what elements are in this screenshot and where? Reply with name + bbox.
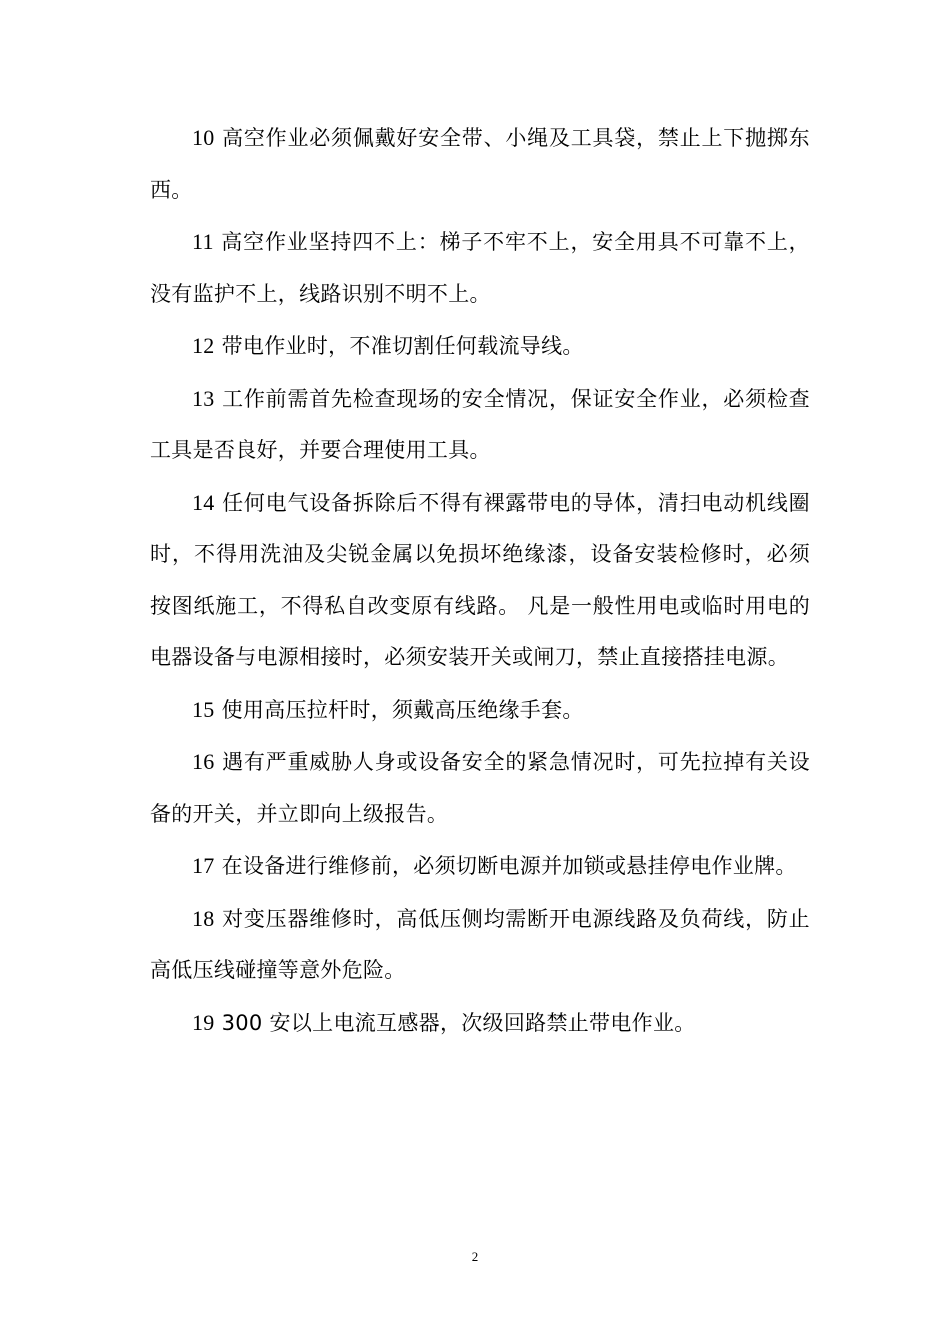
rule-item-13 — [150, 373, 810, 477]
rule-number: 13 — [192, 385, 215, 411]
rule-number: 18 — [192, 905, 215, 931]
rule-number: 16 — [192, 749, 215, 774]
rule-text: 使用高压拉杆时，须戴高压绝缘手套。 — [221, 697, 584, 722]
rule-item-16 — [150, 736, 810, 840]
rule-text: 高空作业坚持四不上：梯子不牢不上，安全用具不可靠不上，没有监护不上，线路识别不明不上。 — [150, 230, 810, 306]
rule-text: 对变压器维修时，高低压侧均需断开电源线路及负荷线，防止高低压线碰撞等意外危险。 — [150, 906, 810, 982]
rule-number: 15 — [192, 696, 215, 722]
rule-item-19 — [150, 997, 810, 1050]
rule-item-15 — [150, 684, 810, 737]
rule-text: 在设备进行维修前，必须切断电源并加锁或悬挂停电作业牌。 — [221, 854, 797, 878]
rule-number: 19 — [192, 1009, 215, 1035]
rule-text: 带电作业时，不准切割任何载流导线。 — [221, 334, 584, 358]
rule-item-14 — [150, 477, 810, 684]
rule-number: 12 — [192, 333, 215, 358]
document-body — [150, 112, 810, 1049]
rule-item-18 — [150, 893, 810, 997]
page-number: 2 — [471, 1249, 479, 1264]
rule-number: 14 — [192, 489, 215, 515]
rule-number: 10 — [192, 125, 215, 150]
rule-text: 300 安以上电流互感器，次级回路禁止带电作业。 — [221, 1010, 696, 1035]
rule-text: 高空作业必须佩戴好安全带、小绳及工具袋，禁止上下抛掷东西。 — [150, 126, 810, 202]
rule-number: 11 — [192, 229, 214, 254]
rule-text: 遇有严重威胁人身或设备安全的紧急情况时，可先拉掉有关设备的开关，并立即向上级报告。 — [150, 750, 810, 826]
rule-item-11 — [150, 216, 810, 320]
rule-text: 工作前需首先检查现场的安全情况，保证安全作业，必须检查工具是否良好，并要合理使用工具。 — [150, 386, 810, 462]
rule-item-10 — [150, 112, 810, 216]
rule-text: 任何电气设备拆除后不得有裸露带电的导体，清扫电动机线圈时，不得用洗油及尖锐金属以免损坏绝缘漆，设备安装检修时，必须按图纸施工，不得私自改变原有线路。 凡是一般性用电或临时用电的电器设备与电源相接时，必须安装开关或闸刀，禁止直接搭挂电源。 — [150, 490, 810, 669]
rule-item-17 — [150, 840, 810, 893]
rule-number: 17 — [192, 853, 215, 878]
rule-item-12 — [150, 320, 810, 373]
